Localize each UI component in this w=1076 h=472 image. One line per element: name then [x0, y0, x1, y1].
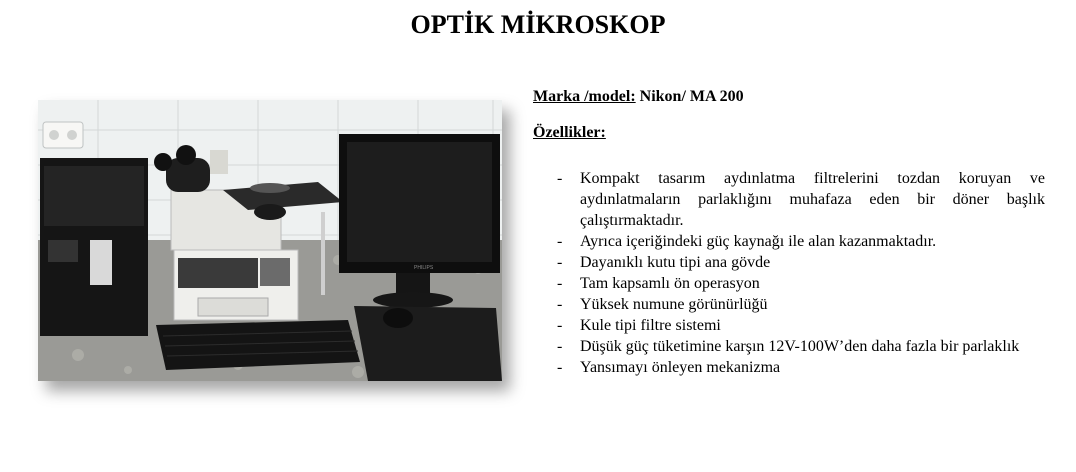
monitor-brand: PHILIPS [414, 265, 434, 271]
list-item: - Yüksek numune görünürlüğü [533, 294, 1045, 315]
list-item: - Dayanıklı kutu tipi ana gövde [533, 252, 1045, 273]
microscope-photo [38, 100, 502, 381]
list-item: - Kule tipi filtre sistemi [533, 315, 1045, 336]
list-item: - Düşük güç tüketimine karşın 12V-100W’den daha fazla bir parlaklık [533, 336, 1045, 357]
list-item: - Ayrıca içeriğindeki güç kaynağı ile alan kazanmaktadır. [533, 231, 1045, 252]
page-title: OPTİK MİKROSKOP [410, 10, 666, 39]
features-heading: Özellikler: [533, 124, 606, 141]
brand-model-value: Nikon/ MA 200 [635, 88, 744, 105]
list-item: - Tam kapsamlı ön operasyon [533, 273, 1045, 294]
list-item: - Kompakt tasarım aydınlatma filtrelerini tozdan koruyan ve aydınlatmaların parlaklığını muhafaza eden bir döner başlık çalıştırmaktadır. [533, 168, 1045, 231]
list-item: - Yansımayı önleyen mekanizma [533, 357, 1045, 378]
brand-model-line [533, 88, 744, 106]
brand-model-label: Marka /model: [533, 88, 636, 105]
features-list [533, 168, 1045, 378]
